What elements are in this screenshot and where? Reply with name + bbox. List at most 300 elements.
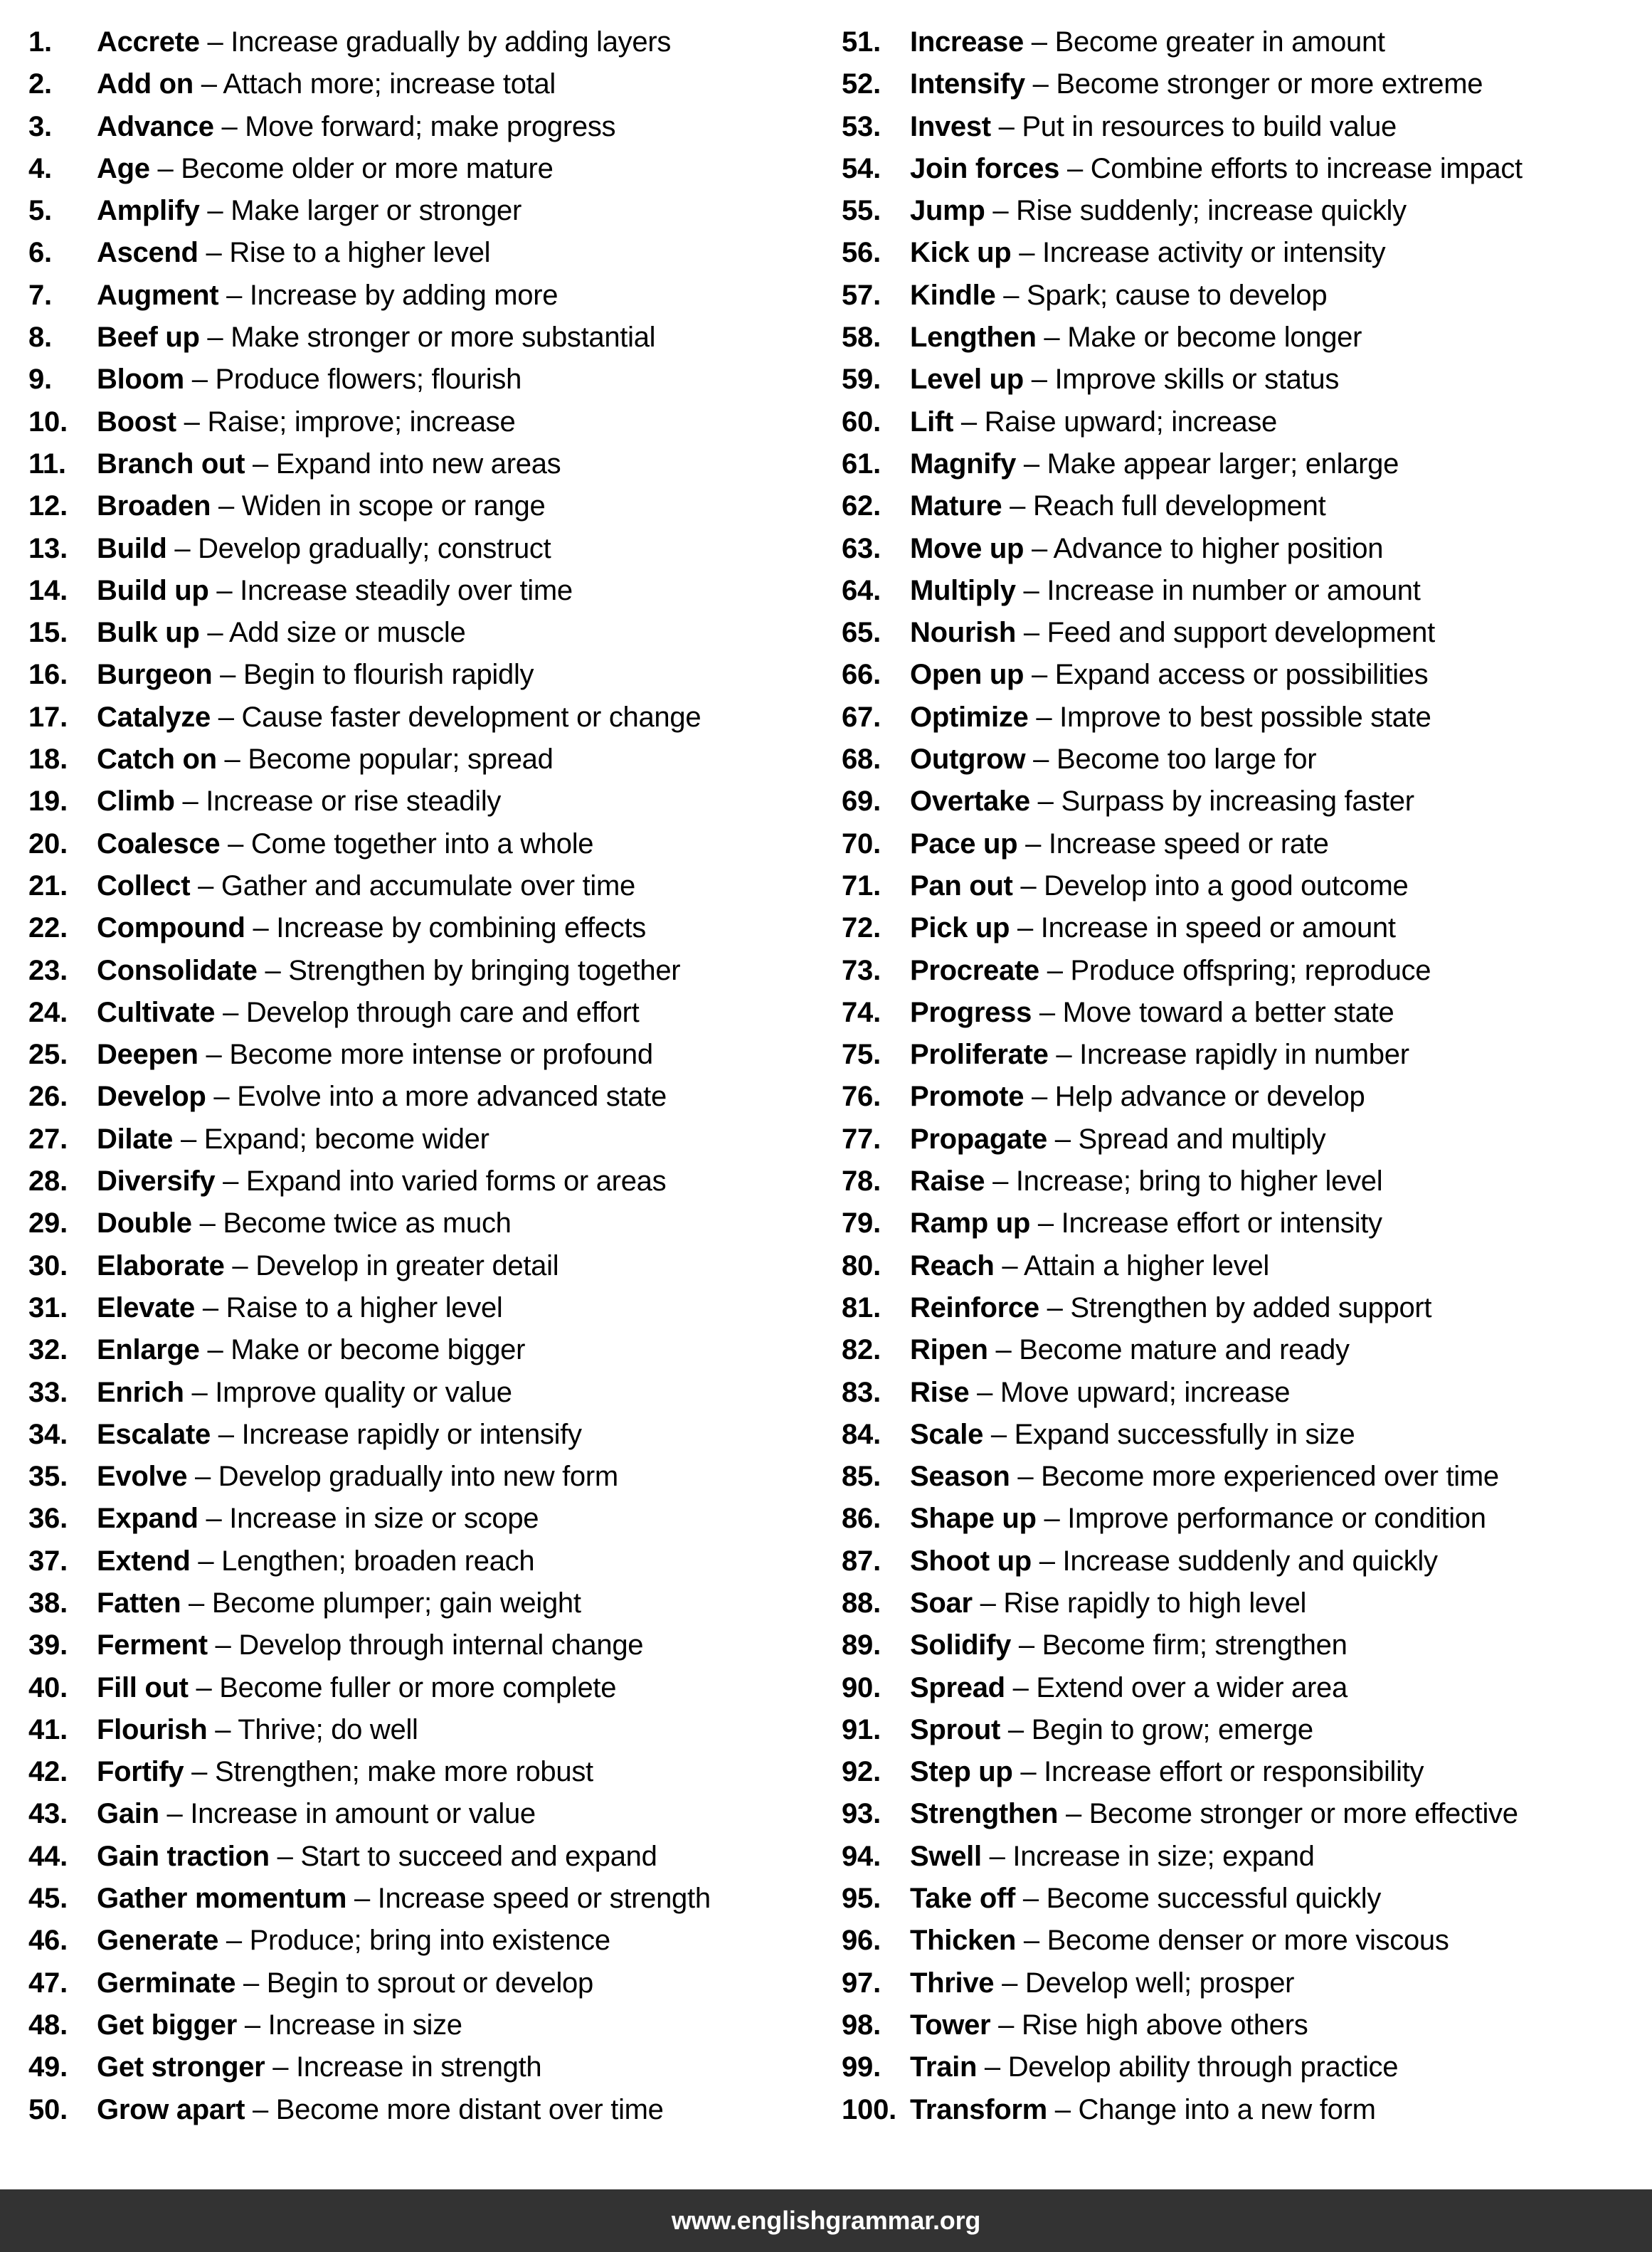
list-item-dash: – xyxy=(1017,1461,1034,1493)
list-item-body xyxy=(97,106,615,148)
list-item-definition: Develop in greater detail xyxy=(255,1249,559,1281)
list-item-body xyxy=(97,697,701,739)
list-item-body xyxy=(97,359,521,401)
list-item-body xyxy=(97,1076,667,1118)
list-item-body xyxy=(910,823,1329,865)
list-item-definition: Become stronger or more effective xyxy=(1089,1798,1518,1830)
list-item xyxy=(842,697,1652,739)
list-item-number: 58. xyxy=(842,322,881,354)
list-item-term: Age xyxy=(97,152,150,184)
list-item-body xyxy=(910,1414,1355,1456)
list-item xyxy=(842,1540,1652,1582)
list-item-body xyxy=(910,1372,1290,1414)
list-item-dash: – xyxy=(1020,869,1037,902)
list-item-term: Take off xyxy=(910,1883,1015,1915)
list-item-dash: – xyxy=(1022,1883,1039,1915)
list-item-definition: Add size or muscle xyxy=(228,617,466,649)
list-item xyxy=(842,63,1652,105)
list-item-dash: – xyxy=(206,1039,222,1071)
list-item-number: 66. xyxy=(842,659,881,691)
list-item-term: Consolidate xyxy=(97,954,258,986)
list-item-definition: Change into a new form xyxy=(1078,2093,1376,2125)
list-item-number: 63. xyxy=(842,532,881,564)
list-item-number: 45. xyxy=(28,1883,68,1915)
list-item xyxy=(842,2046,1652,2088)
list-item xyxy=(842,1119,1652,1161)
list-item-body xyxy=(97,739,554,781)
list-item-definition: Increase; bring to higher level xyxy=(1015,1165,1383,1198)
list-item xyxy=(842,1034,1652,1076)
list-item-definition: Increase or rise steadily xyxy=(206,786,502,818)
list-item-term: Burgeon xyxy=(97,659,213,691)
list-item-body xyxy=(97,1582,581,1624)
list-item-definition: Spark; cause to develop xyxy=(1027,279,1328,311)
list-item-dash: – xyxy=(174,532,191,564)
list-item xyxy=(28,21,826,63)
list-item-dash: – xyxy=(1056,1039,1072,1071)
list-item-term: Shape up xyxy=(910,1503,1037,1535)
list-item xyxy=(842,1667,1652,1709)
list-item-term: Reinforce xyxy=(910,1291,1039,1323)
list-item-term: Catalyze xyxy=(97,701,211,733)
list-item-term: Level up xyxy=(910,364,1024,396)
list-item-term: Coalesce xyxy=(97,828,221,860)
list-item-dash: – xyxy=(1023,448,1039,480)
list-item-number: 9. xyxy=(28,364,52,396)
list-item-number: 79. xyxy=(842,1207,881,1239)
list-item-term: Get stronger xyxy=(97,2051,265,2083)
list-item-number: 81. xyxy=(842,1291,881,1323)
list-item-dash: – xyxy=(1019,237,1035,269)
list-item-body xyxy=(97,1709,418,1751)
list-item-number: 12. xyxy=(28,490,68,522)
list-item-dash: – xyxy=(216,574,233,606)
list-item-body xyxy=(910,1119,1325,1161)
list-item xyxy=(28,1582,826,1624)
list-item-term: Ascend xyxy=(97,237,198,269)
list-item-body xyxy=(910,1540,1438,1582)
list-item-body xyxy=(97,2046,541,2088)
list-item-number: 89. xyxy=(842,1629,881,1661)
list-item-number: 11. xyxy=(28,448,66,480)
list-item-number: 3. xyxy=(28,110,52,142)
list-item-definition: Become more distant over time xyxy=(275,2093,664,2125)
list-item-definition: Become more experienced over time xyxy=(1041,1461,1499,1493)
list-item-body xyxy=(910,1161,1382,1202)
list-item-number: 80. xyxy=(842,1249,881,1281)
list-item-term: Build xyxy=(97,532,167,564)
list-item xyxy=(28,1456,826,1498)
list-item xyxy=(28,1372,826,1414)
list-item-dash: – xyxy=(207,195,223,227)
list-item-number: 64. xyxy=(842,574,881,606)
list-item-definition: Become greater in amount xyxy=(1054,26,1385,58)
list-item-term: Dilate xyxy=(97,1123,174,1155)
list-item-definition: Attain a higher level xyxy=(1023,1249,1269,1281)
list-item xyxy=(28,528,826,570)
list-item xyxy=(842,21,1652,63)
list-item-dash: – xyxy=(1054,1123,1071,1155)
list-item xyxy=(842,1793,1652,1835)
list-item-number: 22. xyxy=(28,912,68,944)
list-item-number: 5. xyxy=(28,195,52,227)
list-item-term: Nourish xyxy=(910,617,1017,649)
list-item-term: Multiply xyxy=(910,574,1016,606)
list-item-definition: Improve quality or value xyxy=(215,1376,512,1408)
list-item-term: Proliferate xyxy=(910,1039,1049,1071)
list-item-body xyxy=(97,1498,539,1540)
list-item-dash: – xyxy=(252,2093,268,2125)
list-item-term: Move up xyxy=(910,532,1024,564)
list-item-body xyxy=(910,2046,1398,2088)
list-item-body xyxy=(910,1329,1350,1371)
list-item-number: 16. xyxy=(28,659,68,691)
list-item-definition: Become mature and ready xyxy=(1019,1334,1350,1366)
list-item-definition: Develop through internal change xyxy=(238,1629,644,1661)
list-item xyxy=(28,865,826,907)
list-item-dash: – xyxy=(223,1165,239,1198)
list-item-definition: Develop through care and effort xyxy=(245,996,640,1028)
list-item-dash: – xyxy=(180,1123,196,1155)
list-item-number: 92. xyxy=(842,1756,881,1788)
list-item-term: Enrich xyxy=(97,1376,184,1408)
list-item-dash: – xyxy=(1031,364,1047,396)
list-item xyxy=(842,907,1652,949)
list-item-definition: Increase steadily over time xyxy=(240,574,573,606)
list-item-term: Raise xyxy=(910,1165,985,1198)
list-item-dash: – xyxy=(1031,659,1047,691)
list-item-number: 42. xyxy=(28,1756,68,1788)
list-item-term: Add on xyxy=(97,68,194,100)
list-item-number: 19. xyxy=(28,786,68,818)
list-item-definition: Widen in scope or range xyxy=(241,490,546,522)
left-column xyxy=(0,0,826,2131)
list-item-definition: Move forward; make progress xyxy=(245,110,616,142)
list-item xyxy=(28,317,826,359)
list-item xyxy=(28,1920,826,1962)
list-item-dash: – xyxy=(206,237,222,269)
list-item-definition: Come together into a whole xyxy=(250,828,594,860)
list-item-definition: Spread and multiply xyxy=(1078,1123,1326,1155)
list-item-number: 44. xyxy=(28,1840,68,1872)
list-item-number: 98. xyxy=(842,2009,881,2041)
list-item xyxy=(842,443,1652,485)
list-item-number: 28. xyxy=(28,1165,68,1198)
list-item-term: Enlarge xyxy=(97,1334,200,1366)
list-item-number: 94. xyxy=(842,1840,881,1872)
list-item-body xyxy=(910,2089,1376,2131)
list-item-term: Rise xyxy=(910,1376,970,1408)
list-item xyxy=(842,401,1652,443)
list-item-term: Strengthen xyxy=(910,1798,1059,1830)
list-item-body xyxy=(97,1878,711,1920)
left-column-list xyxy=(28,21,826,2131)
list-item-term: Pick up xyxy=(910,912,1010,944)
list-item-body xyxy=(97,485,545,527)
list-item-body xyxy=(910,654,1428,696)
list-item-dash: – xyxy=(189,1587,204,1619)
list-item-number: 73. xyxy=(842,954,881,986)
list-item-definition: Become firm; strengthen xyxy=(1042,1629,1347,1661)
list-item-dash: – xyxy=(354,1883,370,1915)
list-item-dash: – xyxy=(218,1418,234,1450)
list-item-term: Build up xyxy=(97,574,209,606)
list-item-dash: – xyxy=(196,1671,212,1703)
list-item-term: Compound xyxy=(97,912,245,944)
list-item xyxy=(28,148,826,190)
list-item-dash: – xyxy=(252,448,268,480)
list-item-term: Ferment xyxy=(97,1629,208,1661)
list-item xyxy=(28,1414,826,1456)
list-item-definition: Increase in size xyxy=(268,2009,462,2041)
list-item-definition: Increase effort or intensity xyxy=(1061,1207,1382,1239)
list-item-term: Magnify xyxy=(910,448,1017,480)
list-item-number: 95. xyxy=(842,1883,881,1915)
list-item xyxy=(842,1920,1652,1962)
list-item xyxy=(28,1202,826,1244)
list-item-number: 100. xyxy=(842,2093,897,2125)
list-item-definition: Strengthen; make more robust xyxy=(214,1756,593,1788)
list-item-dash: – xyxy=(226,279,243,311)
list-item-body xyxy=(97,2004,462,2046)
list-item-definition: Become plumper; gain weight xyxy=(211,1587,581,1619)
list-item xyxy=(842,190,1652,232)
list-item-term: Scale xyxy=(910,1418,984,1450)
list-item-term: Elaborate xyxy=(97,1249,225,1281)
list-item-number: 96. xyxy=(842,1925,881,1957)
list-item xyxy=(842,359,1652,401)
list-item-term: Fortify xyxy=(97,1756,184,1788)
list-item-term: Train xyxy=(910,2051,978,2083)
list-item-body xyxy=(910,21,1385,63)
list-item-body xyxy=(97,1202,512,1244)
list-item-term: Transform xyxy=(910,2093,1047,2125)
list-item-dash: – xyxy=(1044,1503,1060,1535)
list-item-number: 97. xyxy=(842,1967,881,1999)
list-item-number: 25. xyxy=(28,1039,68,1071)
list-item-body xyxy=(97,528,551,570)
list-item-definition: Improve skills or status xyxy=(1054,364,1340,396)
list-item-definition: Begin to flourish rapidly xyxy=(243,659,534,691)
list-item-number: 70. xyxy=(842,828,881,860)
list-item xyxy=(28,992,826,1034)
list-item-dash: – xyxy=(1039,1545,1055,1577)
list-item-definition: Increase in strength xyxy=(296,2051,542,2083)
list-item-definition: Move toward a better state xyxy=(1062,996,1394,1028)
list-item-body xyxy=(97,781,501,823)
list-item-dash: – xyxy=(1054,2093,1071,2125)
list-item-number: 39. xyxy=(28,1629,68,1661)
list-item-dash: – xyxy=(990,1418,1007,1450)
list-item-dash: – xyxy=(1039,996,1055,1028)
list-item-dash: – xyxy=(207,617,223,649)
list-item-dash: – xyxy=(1037,786,1054,818)
list-item xyxy=(28,2004,826,2046)
list-item-body xyxy=(910,2004,1308,2046)
list-item-definition: Strengthen by bringing together xyxy=(288,954,681,986)
list-item-dash: – xyxy=(1032,68,1049,100)
list-item-number: 85. xyxy=(842,1461,881,1493)
list-item-body xyxy=(97,570,573,612)
list-item xyxy=(28,1245,826,1287)
list-item-body xyxy=(910,697,1431,739)
list-item-number: 26. xyxy=(28,1081,68,1113)
list-item-body xyxy=(97,1751,593,1793)
list-item-term: Swell xyxy=(910,1840,982,1872)
list-item xyxy=(842,1414,1652,1456)
list-item-definition: Rise suddenly; increase quickly xyxy=(1016,195,1407,227)
list-item-body xyxy=(910,992,1394,1034)
list-item xyxy=(842,2089,1652,2131)
list-item-body xyxy=(97,21,671,63)
list-item xyxy=(842,992,1652,1034)
list-item-body xyxy=(97,1329,525,1371)
list-item-number: 55. xyxy=(842,195,881,227)
list-item xyxy=(842,950,1652,992)
list-item-dash: – xyxy=(207,26,223,58)
list-item-number: 69. xyxy=(842,786,881,818)
list-item-number: 74. xyxy=(842,996,881,1028)
list-item-term: Augment xyxy=(97,279,219,311)
list-item-definition: Increase in number or amount xyxy=(1047,574,1421,606)
list-item-term: Grow apart xyxy=(97,2093,245,2125)
list-item-definition: Expand into new areas xyxy=(275,448,561,480)
list-item xyxy=(842,612,1652,654)
list-item xyxy=(842,1372,1652,1414)
list-item-body xyxy=(910,1245,1269,1287)
list-item-body xyxy=(910,1202,1382,1244)
list-item-dash: – xyxy=(191,364,208,396)
list-item-term: Mature xyxy=(910,490,1002,522)
list-item xyxy=(28,1498,826,1540)
list-item-dash: – xyxy=(215,1629,231,1661)
list-item-term: Sprout xyxy=(910,1713,1001,1745)
list-item xyxy=(28,443,826,485)
list-item-body xyxy=(97,1793,536,1835)
list-item-term: Flourish xyxy=(97,1713,208,1745)
list-item-dash: – xyxy=(224,744,240,776)
list-item-body xyxy=(910,401,1277,443)
list-item-body xyxy=(910,1498,1486,1540)
list-item xyxy=(28,63,826,105)
list-item-definition: Raise to a higher level xyxy=(226,1291,503,1323)
list-item xyxy=(842,232,1652,274)
list-item-number: 4. xyxy=(28,152,52,184)
list-item-body xyxy=(910,528,1383,570)
list-item-number: 13. xyxy=(28,532,68,564)
list-item-definition: Become successful quickly xyxy=(1046,1883,1382,1915)
list-item-number: 88. xyxy=(842,1587,881,1619)
list-item-definition: Develop gradually; construct xyxy=(198,532,551,564)
list-item-dash: – xyxy=(977,1376,993,1408)
list-item-dash: – xyxy=(1036,701,1052,733)
list-item-definition: Rise to a higher level xyxy=(229,237,491,269)
list-item xyxy=(28,950,826,992)
list-item-number: 18. xyxy=(28,744,68,776)
list-item-body xyxy=(910,1709,1313,1751)
list-item-body xyxy=(910,275,1327,317)
list-item-term: Accrete xyxy=(97,26,200,58)
list-item-definition: Expand into varied forms or areas xyxy=(245,1165,667,1198)
list-item-definition: Rise high above others xyxy=(1021,2009,1308,2041)
list-item-definition: Expand access or possibilities xyxy=(1054,659,1429,691)
list-item xyxy=(28,106,826,148)
list-item-body xyxy=(910,1582,1306,1624)
list-item xyxy=(842,1456,1652,1498)
list-item xyxy=(842,781,1652,823)
list-item-definition: Evolve into a more advanced state xyxy=(237,1081,667,1113)
list-item-body xyxy=(97,1161,666,1202)
list-item xyxy=(28,1878,826,1920)
list-item-body xyxy=(910,950,1431,992)
list-item-definition: Cause faster development or change xyxy=(241,701,701,733)
list-item-term: Elevate xyxy=(97,1291,195,1323)
list-item xyxy=(842,148,1652,190)
list-item-definition: Lengthen; broaden reach xyxy=(221,1545,535,1577)
list-item xyxy=(28,485,826,527)
right-column xyxy=(826,0,1652,2131)
list-item-number: 31. xyxy=(28,1291,68,1323)
list-item xyxy=(842,2004,1652,2046)
list-item-body xyxy=(97,1624,643,1666)
list-item xyxy=(842,275,1652,317)
list-item-dash: – xyxy=(960,406,977,438)
list-item-term: Intensify xyxy=(910,68,1025,100)
list-item-body xyxy=(97,2089,664,2131)
list-item-definition: Expand successfully in size xyxy=(1014,1418,1355,1450)
list-item-term: Bulk up xyxy=(97,617,200,649)
list-item-term: Shoot up xyxy=(910,1545,1032,1577)
list-item-number: 34. xyxy=(28,1418,68,1450)
list-item xyxy=(28,823,826,865)
list-item xyxy=(28,697,826,739)
list-item-body xyxy=(910,443,1399,485)
list-item-body xyxy=(97,1245,558,1287)
list-item-term: Broaden xyxy=(97,490,211,522)
list-item-term: Propagate xyxy=(910,1123,1047,1155)
list-item-term: Boost xyxy=(97,406,176,438)
list-item-term: Overtake xyxy=(910,786,1030,818)
list-item-definition: Extend over a wider area xyxy=(1036,1671,1347,1703)
list-item-body xyxy=(910,781,1414,823)
list-item-body xyxy=(910,907,1396,949)
list-item-definition: Develop into a good outcome xyxy=(1044,869,1409,902)
list-item-dash: – xyxy=(182,786,198,818)
list-item-dash: – xyxy=(1017,912,1033,944)
list-item-definition: Produce offspring; reproduce xyxy=(1070,954,1431,986)
list-item-body xyxy=(97,950,680,992)
list-item-dash: – xyxy=(1023,574,1039,606)
list-item-definition: Strengthen by added support xyxy=(1070,1291,1432,1323)
list-item-number: 75. xyxy=(842,1039,881,1071)
list-item-definition: Advance to higher position xyxy=(1053,532,1384,564)
list-item xyxy=(842,1245,1652,1287)
list-item-dash: – xyxy=(1044,322,1060,354)
list-item-term: Increase xyxy=(910,26,1024,58)
list-item-body xyxy=(910,1962,1294,2004)
list-item-dash: – xyxy=(228,828,244,860)
list-item-term: Climb xyxy=(97,786,175,818)
list-item-body xyxy=(910,63,1483,105)
list-item-dash: – xyxy=(244,2009,260,2041)
list-item xyxy=(28,1709,826,1751)
list-item-definition: Make appear larger; enlarge xyxy=(1047,448,1399,480)
list-item-dash: – xyxy=(1037,1207,1054,1239)
list-item-body xyxy=(97,907,646,949)
list-item xyxy=(28,2089,826,2131)
list-item-dash: – xyxy=(207,322,223,354)
list-item-definition: Increase in amount or value xyxy=(190,1798,536,1830)
